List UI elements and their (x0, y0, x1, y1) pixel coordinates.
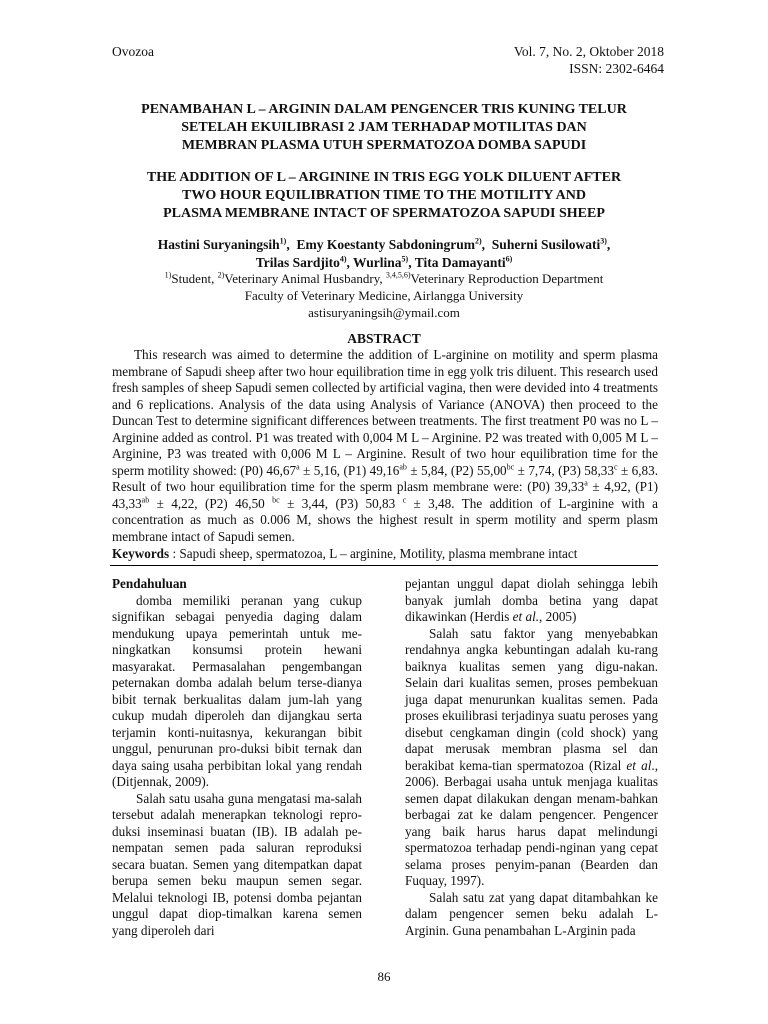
author-sup: 1) (279, 236, 287, 246)
author-list (100, 236, 668, 272)
affil-text: Veterinary Reproduction Department (410, 271, 604, 286)
author: Wurlina (353, 255, 402, 270)
sig-sup: bc (272, 495, 280, 505)
affil-text: Veterinary Animal Husbandry, (224, 271, 386, 286)
sig-sup: a (296, 462, 300, 472)
author-line-1: Hastini Suryaningsih$^{1)}$, Emy Koestanty Sabdoningrum$^{2)}$, Suherni Susilowati$^{3)}$, (157, 236, 611, 252)
abstract-run: ± 5,84, (P2) 55,00 (406, 462, 507, 478)
affiliations (100, 270, 668, 321)
abstract-run: This research was aimed to determine the addition of L-arginine on motility and sperm plasma membrane of Sapudi sheep after two hour equilibration time in egg yolk tris diluent. This research used fresh samples of sheep Sapudi semen collected by artificial vagina, then were devided into 4 treatments and 6 replications. Analysis of the data using Analysis of Variance (ANOVA) then proceed to the Duncan Test to determine significant differences between treatments. The first treatment P0 was no L – Arginine added as control. P1 was treated with 0,004 M L – Arginine. P2 was treated with 0,005 M L – Arginine, P3 was treated with 0,006 M L – Arginine. Result of two hour equilibration time for the sperm motility showed: (P0) 46,67 (112, 347, 658, 478)
title-en-line: THE ADDITION OF L – ARGININE IN TRIS EGG YOLK DILUENT AFTER (146, 170, 622, 185)
abstract-run: ± 6,83. Result of two hour equilibration time for the sperm plasm membrane were: (P0) 39,33 (112, 462, 658, 494)
author-sup: 5) (401, 254, 409, 264)
keywords-label: Keywords (112, 546, 170, 561)
text-run: pejantan unggul dapat diolah sehingga lebih banyak jumlah domba betina yang dapat dikawinkan (Herdis (405, 576, 658, 624)
abstract-heading: ABSTRACT (347, 331, 421, 346)
text-run: Salah satu faktor yang menyebabkan rendahnya angka kebuntingan adalah ku-rang baiknya kualitas semen yang digu-nakan. Selain dari kualitas semen, proses pembekuan juga dapat menurunkan kualitas semen. Pada proses ekuilibrasi terjadinya suatu peroses yang disebut cengkaman dingin (cold shock) yang dapat merusak membran plasma sel dan berakibat kema-tian spermatozoa (Rizal (405, 625, 658, 773)
page-number: 86 (377, 969, 391, 984)
author-line-2: Trilas Sardjito$^{4)}$, Wurlina$^{5)}$, Tita Damayanti$^{6)}$ (255, 254, 513, 270)
title-english (100, 169, 668, 223)
sig-sup: ab (141, 495, 150, 505)
paragraph: Salah satu zat yang dapat ditambahkan ke dalam pengencer semen beku adalah L-Arginin. Guna penambahan L-Arginin pada (405, 889, 658, 938)
section-heading-introduction: Pendahuluan (112, 576, 187, 591)
sig-sup: bc (506, 462, 515, 472)
issn: ISSN: 2302-6464 (569, 61, 664, 76)
title-id-line: MEMBRAN PLASMA UTUH SPERMATOZOA DOMBA SAPUDI (181, 138, 587, 153)
paragraph: domba memiliki peranan yang cukup signifikan sebagai penyedia daging dalam mendukung upaya pemerintah untuk me-ningkatkan konsumsi protein hewani masyarakat. Permasalahan pengembangan peternakan domba adalah belum terse-dianya bibit ternak berkualitas dalam jum-lah yang cukup mudah diperoleh dan dijangkau serta terjamin konti-nuitasnya, kekurangan bibit unggul, penurunan pro-duksi bibit ternak dan daya saing usaha perbibitan lokal yang rendah (Ditjennak, 2009). (112, 592, 362, 789)
author-sup: 4) (339, 254, 347, 264)
author-sup: 2) (475, 236, 482, 246)
title-id-line: SETELAH EKUILIBRASI 2 JAM TERHADAP MOTILITAS DAN (181, 120, 587, 135)
author: Hastini Suryaningsih (157, 237, 280, 252)
author: Tita Damayanti (414, 255, 506, 270)
paragraph: Salah satu usaha guna mengatasi ma-salah tersebut adalah menerapkan teknologi repro-duksi inseminasi buatan (IB). IB adalah pe-nempatan semen pada saluran reproduksi secara buatan. Semen yang ditempatkan dapat berupa semen beku maupun semen segar. Melalui teknologi IB, potensi domba pejantan unggul dapat diop-timalkan karena semen yang diperoleh dari (112, 790, 362, 938)
paragraph (405, 576, 658, 626)
text-run-italic: et al. (512, 609, 540, 624)
author-sup: 6) (505, 254, 513, 264)
author: Emy Koestanty Sabdoningrum (296, 237, 475, 252)
author: Trilas Sardjito (255, 255, 340, 270)
right-column (405, 576, 658, 939)
abstract-run: ± 3,44, (P3) 50,83 (279, 495, 403, 511)
abstract-text (112, 347, 658, 545)
author-sup: 3) (600, 236, 607, 246)
affil-sup: 3,4,5,6) (385, 270, 411, 280)
title-id-line: PENAMBAHAN L – ARGININ DALAM PENGENCER TRIS KUNING TELUR (141, 102, 627, 117)
section-divider (110, 565, 658, 566)
volume-info: Vol. 7, No. 2, Oktober 2018 (513, 44, 664, 59)
affil-sup: 2) (217, 270, 225, 280)
keywords-text: : Sapudi sheep, spermatozoa, L – arginine, Motility, plasma membrane intact (169, 546, 578, 561)
sig-sup: c (402, 495, 407, 505)
text-run: , 2005) (539, 609, 577, 624)
left-column (112, 576, 362, 939)
abstract-run: ± 4,22, (P2) 46,50 (149, 495, 273, 511)
journal-name: Ovozoa (112, 44, 154, 59)
text-run-italic: et al (626, 757, 652, 773)
abstract-run: ± 4,92, (P1) 43,33 (112, 479, 658, 511)
author: Suherni Susilowati (491, 237, 601, 252)
faculty: Faculty of Veterinary Medicine, Airlangga University (244, 288, 524, 303)
email: astisuryaningsih@ymail.com (308, 305, 460, 320)
sig-sup: c (613, 462, 618, 472)
sig-sup: a (584, 478, 588, 488)
affil-text: Student, (171, 271, 218, 286)
keywords (112, 546, 658, 562)
text-run: ., 2006). Berbagai usaha untuk menjaga kualitas semen dapat dilakukan dengan menam-bahkan berbagai zat ke dalam pengencer. Pengencer yang baik harus harus dapat melindungi spermatozoa terhadap pendi-nginan yang cepat selama proses penyim-panan (Bearden dan Fuquay, 1997). (405, 757, 658, 888)
abstract-run: ± 5,16, (P1) 49,16 (299, 462, 400, 478)
affil-sup: 1) (164, 270, 172, 280)
abstract-run: ± 3,48. The addition of L-arginine with a concentration as much as 0.006 M, shows the highest result in sperm motility and sperm plasm membrane intact of Sapudi semen. (112, 495, 659, 544)
affiliation-line (100, 270, 668, 287)
sig-sup: ab (399, 462, 407, 472)
paragraph (405, 626, 658, 890)
abstract-run: ± 7,74, (P3) 58,33 (514, 462, 614, 478)
title-indonesian (100, 101, 668, 155)
title-en-line: TWO HOUR EQUILIBRATION TIME TO THE MOTILITY AND (182, 188, 586, 203)
title-en-line: PLASMA MEMBRANE INTACT OF SPERMATOZOA SAPUDI SHEEP (163, 206, 605, 221)
